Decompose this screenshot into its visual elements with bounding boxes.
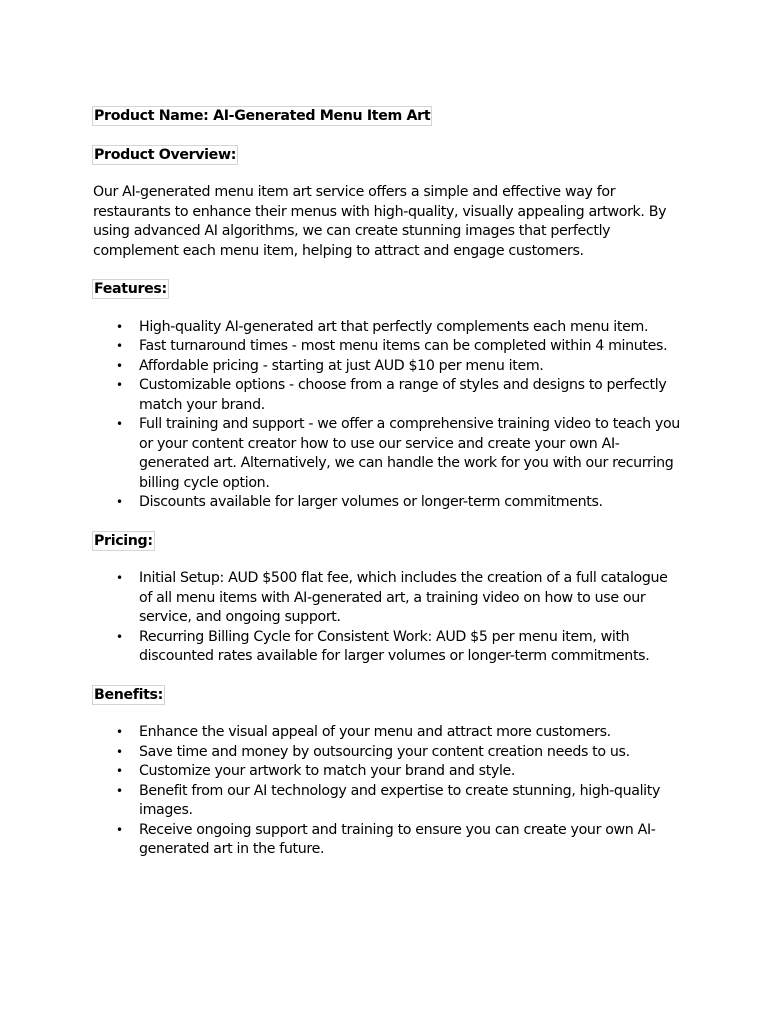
list-item [93, 743, 683, 763]
product-name-heading: Product Name: AI-Generated Menu Item Art [94, 108, 431, 124]
list-item [93, 357, 683, 377]
overview-heading-row [93, 145, 683, 166]
benefit-text: Customize your artwork to match your brand and style. [139, 763, 516, 779]
document-page [93, 106, 683, 878]
features-heading: Features: [94, 281, 167, 297]
bullet-icon: • [116, 571, 123, 585]
pricing-list [93, 569, 683, 667]
benefits-list [93, 723, 683, 860]
feature-text: Full training and support - we offer a comprehensive training video to teach you or your content creator how to use our service and create your own AI-generated art. Alternatively, we can handle the work for you with our recurring billing cycle option. [139, 416, 680, 491]
pricing-heading-row [93, 531, 683, 552]
list-item [93, 376, 683, 415]
pricing-text: Recurring Billing Cycle for Consistent Work: AUD $5 per menu item, with discounted rates available for larger volumes or longer-term commitments. [139, 628, 650, 664]
benefit-text: Benefit from our AI technology and expertise to create stunning, high-quality images. [139, 782, 661, 818]
list-item [93, 762, 683, 782]
bullet-icon: • [116, 629, 123, 644]
bullet-icon: • [116, 822, 123, 837]
bullet-icon: • [116, 764, 123, 778]
bullet-icon: • [116, 495, 123, 509]
bullet-icon: • [116, 417, 123, 431]
feature-text: High-quality AI-generated art that perfectly complements each menu item. [139, 318, 649, 335]
list-item [93, 821, 683, 860]
list-item [93, 628, 683, 667]
overview-heading: Product Overview: [94, 146, 237, 163]
bullet-icon: • [116, 725, 123, 739]
overview-paragraph: Our AI-generated menu item art service offers a simple and effective way for restaurants to enhance their menus with high-quality, visually appealing artwork. By using advanced AI algorithms, we can create stunning images that perfectly complement each menu item, helping to attract and engage customers. [93, 184, 667, 259]
list-item [93, 569, 683, 628]
benefit-text: Receive ongoing support and training to ensure you can create your own AI-generated art in the future. [139, 821, 656, 857]
features-heading-row [93, 279, 683, 300]
benefits-heading: Benefits: [94, 686, 163, 703]
bullet-icon: • [116, 744, 123, 759]
list-item [93, 337, 683, 357]
bullet-icon: • [116, 319, 123, 334]
bullet-icon: • [116, 358, 123, 373]
pricing-text: Initial Setup: AUD $500 flat fee, which includes the creation of a full catalogue of all menu items with AI-generated art, a training video on how to use our service, and ongoing support. [139, 570, 668, 625]
benefit-text: Save time and money by outsourcing your content creation needs to us. [139, 743, 630, 760]
feature-text: Fast turnaround times - most menu items can be completed within 4 minutes. [139, 338, 668, 354]
list-item [93, 415, 683, 493]
benefit-text: Enhance the visual appeal of your menu and attract more customers. [139, 724, 611, 740]
list-item [93, 318, 683, 338]
product-name-row [93, 106, 683, 127]
bullet-icon: • [116, 339, 123, 353]
features-list [93, 318, 683, 513]
feature-text: Discounts available for larger volumes or longer-term commitments. [139, 494, 603, 510]
list-item [93, 723, 683, 743]
list-item [93, 493, 683, 513]
benefits-heading-row [93, 685, 683, 706]
feature-text: Customizable options - choose from a range of styles and designs to perfectly match your brand. [139, 377, 667, 413]
pricing-heading: Pricing: [94, 532, 153, 549]
bullet-icon: • [116, 783, 123, 798]
bullet-icon: • [116, 378, 123, 392]
list-item [93, 782, 683, 821]
feature-text: Affordable pricing - starting at just AUD $10 per menu item. [139, 357, 544, 374]
